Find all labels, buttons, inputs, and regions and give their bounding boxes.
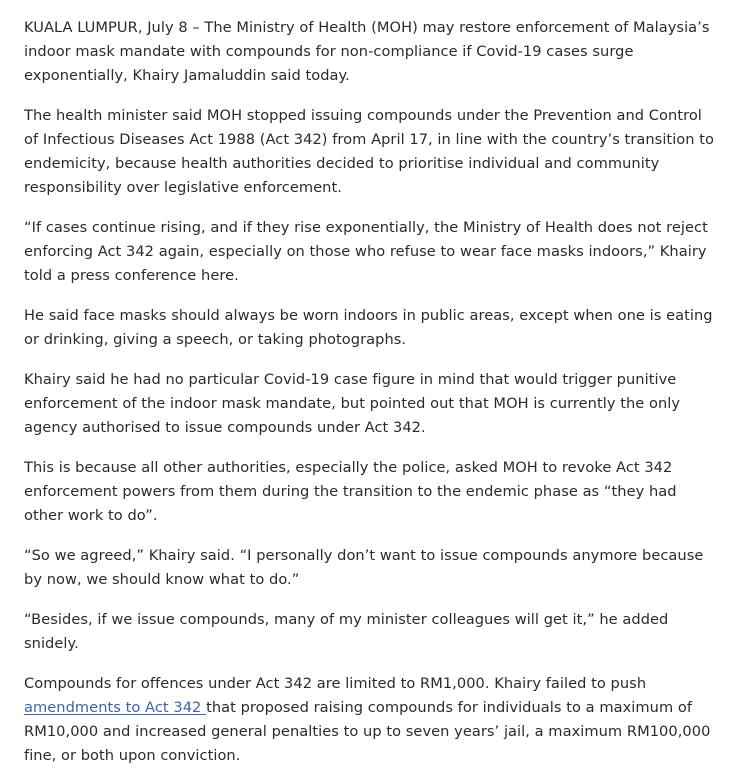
paragraph: The health minister said MOH stopped issuing compounds under the Prevention and Control of Infectious Diseases Act 1988 (Act 342) from April 17, in line with the country’s transition to endemicity, because health authorities decided to prioritise individual and community responsibility over legislative enforcement. <box>24 107 715 196</box>
amendments-act-342-link[interactable]: amendments to Act 342 <box>24 699 207 716</box>
paragraph: Khairy said he had no particular Covid-19 case figure in mind that would trigger punitive enforcement of the indoor mask mandate, but pointed out that MOH is currently the only agency authorised to issue compounds under Act 342. <box>24 371 681 436</box>
paragraph-text-before-link: Compounds for offences under Act 342 are limited to RM1,000. Khairy failed to push <box>24 675 647 692</box>
paragraph: This is because all other authorities, especially the police, asked MOH to revoke Act 342 enforcement powers from them during the transition to the endemic phase as “they had other work to do”. <box>24 459 677 524</box>
paragraph-lead: KUALA LUMPUR, July 8 – The Ministry of Health (MOH) may restore enforcement of Malaysia’s indoor mask mandate with compounds for non-compliance if Covid-19 cases surge exponentially, Khairy Jamaluddin said today. <box>24 19 710 84</box>
paragraph: He said face masks should always be worn indoors in public areas, except when one is eating or drinking, giving a speech, or taking photographs. <box>24 307 713 348</box>
paragraph-with-link <box>24 672 719 768</box>
paragraph: “If cases continue rising, and if they rise exponentially, the Ministry of Health does not reject enforcing Act 342 again, especially on those who refuse to wear face masks indoors,” Khairy told a press conference here. <box>24 219 708 284</box>
paragraph-text-after-link: that proposed raising compounds for individuals to a maximum of RM10,000 and increased general penalties to up to seven years’ jail, a maximum RM100,000 fine, or both upon conviction. <box>24 699 711 764</box>
paragraph: “Besides, if we issue compounds, many of my minister colleagues will get it,” he added snidely. <box>24 611 669 652</box>
paragraph: “So we agreed,” Khairy said. “I personally don’t want to issue compounds anymore because by now, we should know what to do.” <box>24 547 704 588</box>
